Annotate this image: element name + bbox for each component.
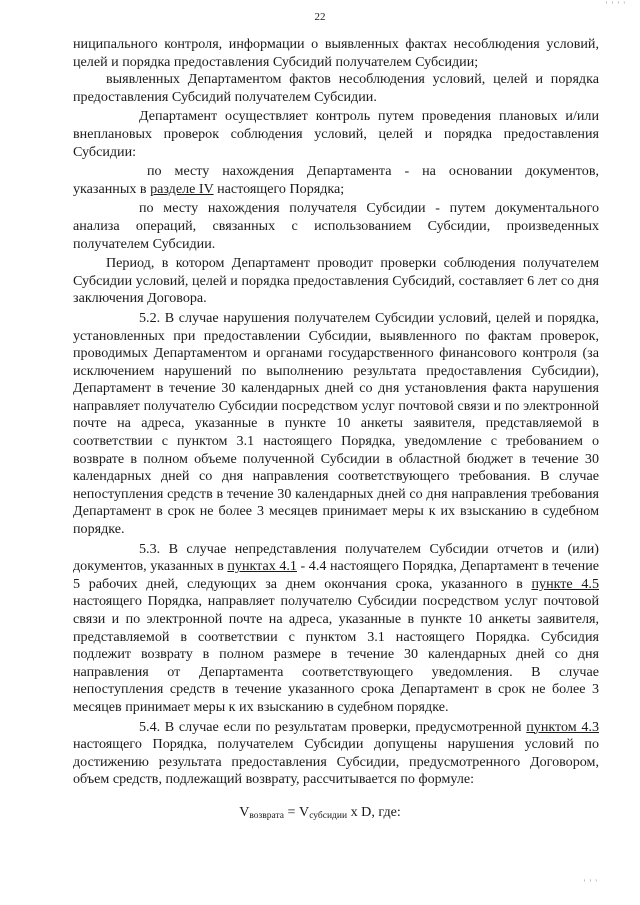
paragraph-5-4-a: 5.4. В случае если по результатам проверки, предусмотренной xyxy=(139,718,527,735)
formula-eq: = V xyxy=(284,804,310,820)
paragraph-5-2: 5.2. В случае нарушения получателем Субсидии условий, целей и порядка, установленных при предоставлении Субсидии, выявленного по фактам проверок, проводимых Департаментом и органами государственного финансового контроля (за исключением нарушений по выполнению результата предоставления Субсидии), Департамент в течение 30 календарных дней со дня установления факта нарушения направляет получателю Субсидии посредством услуг почтовой связи и по электронной почте на адреса, указанные в пункте 10 анкеты заявителя, представляемой в соответствии с пунктом 3.1 настоящего Порядка, уведомление с требованием о возврате в полном объеме полученной Субсидии в областной бюджет в течение 30 календарных дней со дня направления соответствующего требования. В случае непоступления средств в течение 30 календарных дней со дня направления требования Департамент в срок не более 3 месяцев принимает меры к их взысканию в судебном порядке. xyxy=(73,309,599,538)
formula-sub-subsidy: субсидии xyxy=(309,811,348,821)
paragraph-3: Департамент осуществляет контроль путем проведения плановых и/или внеплановых проверок соблюдения условий, целей и порядка предоставления Субсидии: xyxy=(73,108,599,160)
link-clause-4-1[interactable]: пунктах 4.1 xyxy=(227,558,297,575)
page-number: 22 xyxy=(314,11,326,23)
paragraph-4-tail: настоящего Порядка; xyxy=(213,180,345,197)
formula-v1: V xyxy=(239,804,250,820)
paragraph-5-4 xyxy=(73,719,599,789)
link-clause-4-3[interactable]: пунктом 4.3 xyxy=(526,718,599,735)
scan-mark-bottom: ' ' ' xyxy=(583,878,598,888)
paragraph-5: по месту нахождения получателя Субсидии - путем документального анализа операций, связанных с использованием Субсидии, произведенных получателем Субсидии. xyxy=(73,200,599,252)
formula-tail: x D, где: xyxy=(347,804,401,820)
link-section-iv[interactable]: разделе IV xyxy=(150,180,214,197)
scan-mark-top: ' ' ' ' xyxy=(605,0,626,10)
formula xyxy=(0,804,640,821)
paragraph-5-3-c: настоящего Порядка, направляет получателю Субсидии посредством услуг почтовой связи и по электронной почте на адреса, указанные в пункте 10 анкеты заявителя, представляемой в соответствии с пунктом 3.1 настоящего Порядка. Субсидия подлежит возврату в полном размере в течение 30 календарных дней со дня направления от Департамента соответствующего уведомления. В случае непоступления средств в течение указанного срока Департамент в срок не более 3 месяцев принимает меры к их взысканию в судебном порядке. xyxy=(73,593,599,715)
paragraph-5-3-b: - 4.4 настоящего Порядка, Департамент в течение 5 рабочих дней, следующих за днем окончания срока, указанного в xyxy=(73,558,599,592)
paragraph-4-text: по месту нахождения Департамента - на основании документов, указанных в xyxy=(73,163,599,197)
paragraph-2: выявленных Департаментом фактов несоблюдения условий, целей и порядка предоставления Субсидий получателем Субсидии. xyxy=(73,71,599,105)
document-body xyxy=(73,36,599,789)
formula-sub-return: возврата xyxy=(249,811,284,821)
paragraph-4 xyxy=(73,163,599,198)
paragraph-5-3 xyxy=(73,541,599,717)
link-clause-4-5[interactable]: пункте 4.5 xyxy=(531,575,599,592)
paragraph-5-4-b: настоящего Порядка, получателем Субсидии допущены нарушения условий по достижению результата предоставления Субсидии, предусмотренного Договором, объем средств, подлежащий возврату, рассчитывается по формуле: xyxy=(73,736,599,788)
paragraph-6: Период, в котором Департамент проводит проверки соблюдения получателем Субсидии условий, целей и порядка предоставления Субсидий, составляет 6 лет со дня заключения Договора. xyxy=(73,255,599,307)
paragraph-5-3-a: 5.3. В случае непредставления получателем Субсидии отчетов и (или) документов, указанных в xyxy=(73,540,599,575)
paragraph-1: ниципального контроля, информации о выявленных фактах несоблюдения условий, целей и порядка предоставления Субсидий получателем Субсидии; xyxy=(73,36,599,70)
